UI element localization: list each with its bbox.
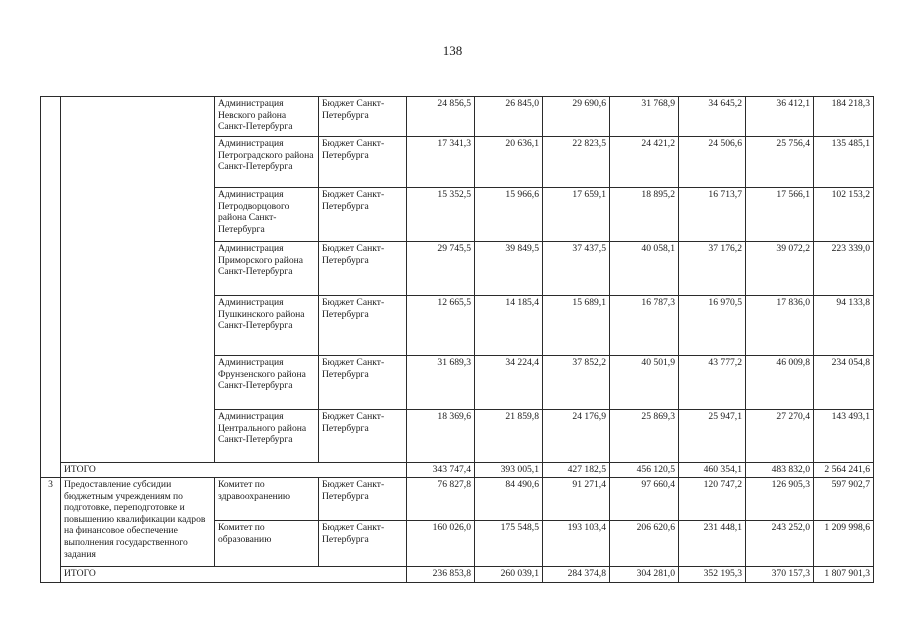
value-cell: 18 369,6 — [407, 410, 475, 463]
value-cell: 193 103,4 — [543, 521, 610, 567]
total-value-cell: 223 339,0 — [814, 242, 874, 296]
value-cell: 40 058,1 — [610, 242, 679, 296]
value-cell: 24 421,2 — [610, 137, 679, 188]
value-cell: 160 026,0 — [407, 521, 475, 567]
value-cell: 34 645,2 — [679, 97, 746, 137]
total-value-cell: 94 133,8 — [814, 296, 874, 356]
source-cell: Бюджет Санкт-Петербурга — [319, 521, 407, 567]
value-cell: 40 501,9 — [610, 356, 679, 410]
number-cell — [41, 97, 61, 478]
value-cell: 37 176,2 — [679, 242, 746, 296]
value-cell: 37 437,5 — [543, 242, 610, 296]
source-cell: Бюджет Санкт-Петербурга — [319, 410, 407, 463]
total-value-cell: 343 747,4 — [407, 463, 475, 478]
value-cell: 43 777,2 — [679, 356, 746, 410]
source-cell: Бюджет Санкт-Петербурга — [319, 478, 407, 521]
executor-cell: Администрация Петродворцового района Санкт-Петербурга — [215, 188, 319, 242]
activity-name-cell — [61, 97, 215, 463]
value-cell: 15 689,1 — [543, 296, 610, 356]
value-cell: 120 747,2 — [679, 478, 746, 521]
value-cell: 16 713,7 — [679, 188, 746, 242]
value-cell: 39 072,2 — [746, 242, 814, 296]
total-value-cell: 597 902,7 — [814, 478, 874, 521]
value-cell: 12 665,5 — [407, 296, 475, 356]
activity-name-cell: Предоставление субсидии бюджетным учреждениям по подготовке, переподготовке и повышению квалификации кадров на финансовое обеспечение выполнения государственного задания — [61, 478, 215, 567]
value-cell: 24 176,9 — [543, 410, 610, 463]
value-cell: 22 823,5 — [543, 137, 610, 188]
source-cell: Бюджет Санкт-Петербурга — [319, 242, 407, 296]
value-cell: 15 966,6 — [475, 188, 543, 242]
executor-cell: Администрация Центрального района Санкт-Петербурга — [215, 410, 319, 463]
total-value-cell: 1 209 998,6 — [814, 521, 874, 567]
value-cell: 84 490,6 — [475, 478, 543, 521]
total-value-cell: 260 039,1 — [475, 567, 543, 583]
total-value-cell: 304 281,0 — [610, 567, 679, 583]
value-cell: 31 689,3 — [407, 356, 475, 410]
value-cell: 16 787,3 — [610, 296, 679, 356]
total-value-cell: 135 485,1 — [814, 137, 874, 188]
value-cell: 97 660,4 — [610, 478, 679, 521]
total-value-cell: 184 218,3 — [814, 97, 874, 137]
value-cell: 24 856,5 — [407, 97, 475, 137]
value-cell: 126 905,3 — [746, 478, 814, 521]
table-row — [41, 97, 874, 137]
total-label: ИТОГО — [61, 567, 407, 583]
value-cell: 20 636,1 — [475, 137, 543, 188]
executor-cell: Администрация Невского района Санкт-Петербурга — [215, 97, 319, 137]
value-cell: 26 845,0 — [475, 97, 543, 137]
value-cell: 76 827,8 — [407, 478, 475, 521]
value-cell: 17 341,3 — [407, 137, 475, 188]
total-value-cell: 284 374,8 — [543, 567, 610, 583]
value-cell: 243 252,0 — [746, 521, 814, 567]
executor-cell: Администрация Петроградского района Санкт-Петербурга — [215, 137, 319, 188]
total-value-cell: 236 853,8 — [407, 567, 475, 583]
executor-cell: Комитет по образованию — [215, 521, 319, 567]
total-value-cell: 370 157,3 — [746, 567, 814, 583]
table-row — [41, 478, 874, 521]
total-value-cell: 352 195,3 — [679, 567, 746, 583]
total-label: ИТОГО — [61, 463, 407, 478]
value-cell: 37 852,2 — [543, 356, 610, 410]
value-cell: 17 566,1 — [746, 188, 814, 242]
executor-cell: Администрация Приморского района Санкт-Петербурга — [215, 242, 319, 296]
value-cell: 31 768,9 — [610, 97, 679, 137]
total-value-cell: 460 354,1 — [679, 463, 746, 478]
total-row — [41, 567, 874, 583]
executor-cell: Комитет по здравоохранению — [215, 478, 319, 521]
total-value-cell: 393 005,1 — [475, 463, 543, 478]
source-cell: Бюджет Санкт-Петербурга — [319, 188, 407, 242]
source-cell: Бюджет Санкт-Петербурга — [319, 97, 407, 137]
executor-cell: Администрация Пушкинского района Санкт-Петербурга — [215, 296, 319, 356]
value-cell: 91 271,4 — [543, 478, 610, 521]
value-cell: 25 756,4 — [746, 137, 814, 188]
value-cell: 16 970,5 — [679, 296, 746, 356]
total-value-cell: 483 832,0 — [746, 463, 814, 478]
total-value-cell: 427 182,5 — [543, 463, 610, 478]
value-cell: 29 745,5 — [407, 242, 475, 296]
value-cell: 29 690,6 — [543, 97, 610, 137]
value-cell: 15 352,5 — [407, 188, 475, 242]
total-value-cell: 234 054,8 — [814, 356, 874, 410]
page-number: 138 — [442, 43, 463, 58]
executor-cell: Администрация Фрунзенского района Санкт-Петербурга — [215, 356, 319, 410]
value-cell: 21 859,8 — [475, 410, 543, 463]
source-cell: Бюджет Санкт-Петербурга — [319, 137, 407, 188]
total-value-cell: 1 807 901,3 — [814, 567, 874, 583]
total-row — [41, 463, 874, 478]
source-cell: Бюджет Санкт-Петербурга — [319, 296, 407, 356]
total-value-cell: 2 564 241,6 — [814, 463, 874, 478]
value-cell: 27 270,4 — [746, 410, 814, 463]
value-cell: 24 506,6 — [679, 137, 746, 188]
number-cell: 3 — [41, 478, 61, 583]
value-cell: 206 620,6 — [610, 521, 679, 567]
value-cell: 25 947,1 — [679, 410, 746, 463]
value-cell: 18 895,2 — [610, 188, 679, 242]
total-value-cell: 143 493,1 — [814, 410, 874, 463]
total-value-cell: 102 153,2 — [814, 188, 874, 242]
value-cell: 34 224,4 — [475, 356, 543, 410]
value-cell: 25 869,3 — [610, 410, 679, 463]
value-cell: 175 548,5 — [475, 521, 543, 567]
value-cell: 36 412,1 — [746, 97, 814, 137]
total-value-cell: 456 120,5 — [610, 463, 679, 478]
value-cell: 231 448,1 — [679, 521, 746, 567]
value-cell: 17 659,1 — [543, 188, 610, 242]
value-cell: 39 849,5 — [475, 242, 543, 296]
source-cell: Бюджет Санкт-Петербурга — [319, 356, 407, 410]
value-cell: 14 185,4 — [475, 296, 543, 356]
budget-table — [40, 96, 874, 583]
value-cell: 17 836,0 — [746, 296, 814, 356]
value-cell: 46 009,8 — [746, 356, 814, 410]
